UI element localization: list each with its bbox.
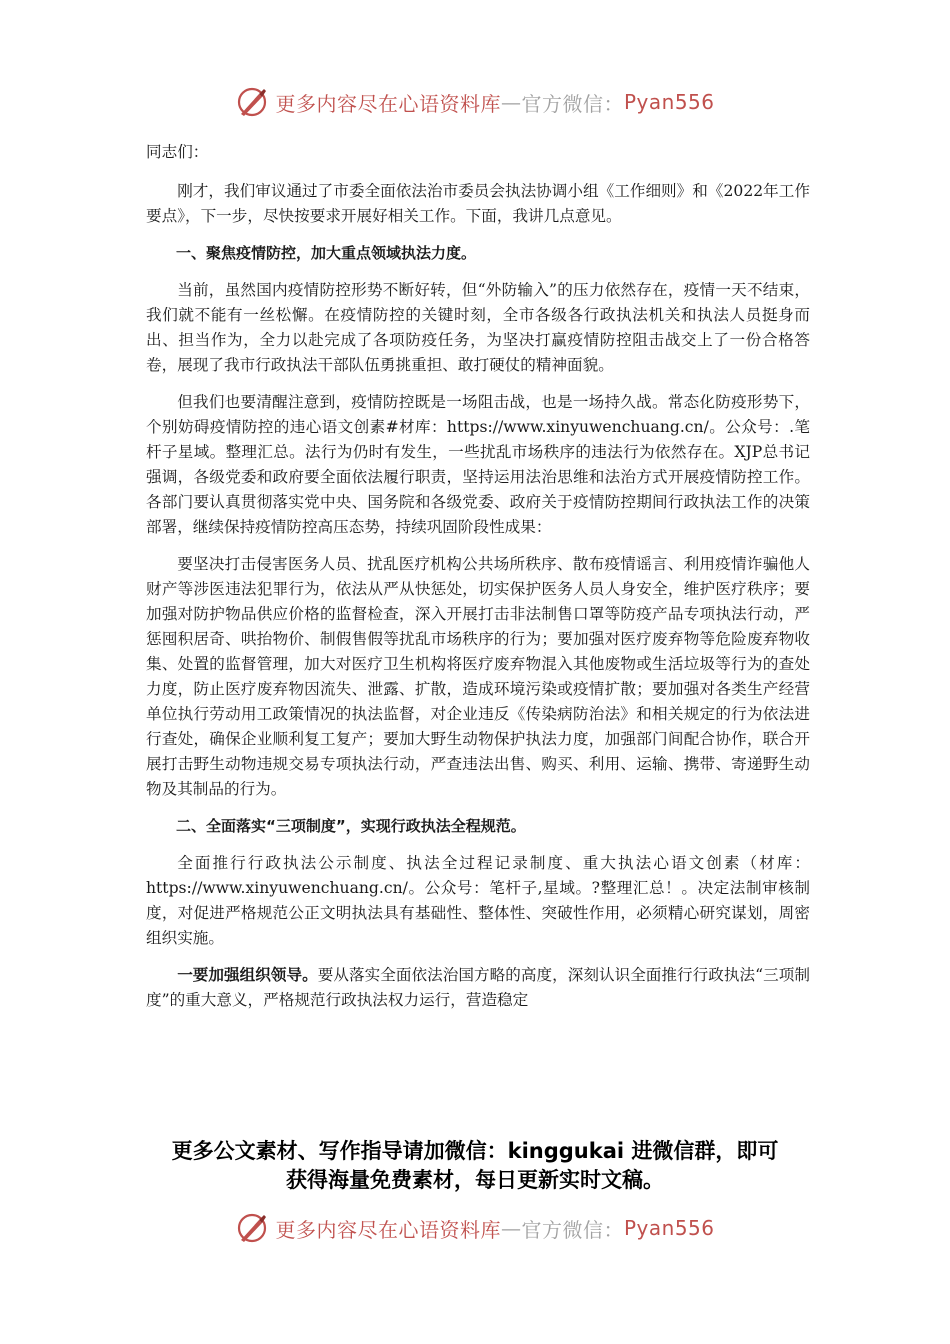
header-site-name: 更多内容尽在心语资料库 — [275, 91, 501, 116]
paragraph-2: 但我们也要清醒注意到，疫情防控既是一场阻击战，也是一场持久战。常态化防疫形势下，个别妨碍疫情防控的违心语文创素#材库：https://www.xinyuwenchuang.cn/。公众号：.笔杆子星域。整理汇总。法行为仍时有发生，一些扰乱市场秩序的违法行为依然存在。XJP总书记强调，各级党委和政府要全面依法履行职责，坚持运用法治思维和法治方式开展疫情防控工作。各部门要认真贯彻落实党中央、国务院和各级党委、政府关于疫情防控期间行政执法工作的决策部署，继续保持疫情防控高压态势，持续巩固阶段性成果： — [146, 393, 810, 536]
promo-line-1: 更多公文素材、写作指导请加微信：kinggukai 进微信群，即可 — [171, 1139, 779, 1163]
header-official-label: 官方微信： — [521, 91, 624, 116]
salutation: 同志们： — [146, 143, 209, 161]
paragraph-rest: 要从落实全面依法治国方略的高度，深刻认识全面推行行政执法“三项制度”的重大意义，严格规范行政执法权力运行，营造稳定 — [146, 966, 810, 1009]
section-heading-1: 一、聚焦疫情防控，加大重点领域执法力度。 — [176, 244, 477, 262]
paragraph-5 — [146, 963, 810, 1013]
pen-logo-icon — [235, 85, 269, 119]
document-body — [146, 140, 810, 1025]
paragraph-lead: 一要加强组织领导。 — [177, 966, 318, 984]
footer-official-label: 官方微信： — [521, 1217, 624, 1242]
footer-wechat-id: Pyan556 — [623, 1216, 715, 1240]
paragraph-3: 要坚决打击侵害医务人员、扰乱医疗机构公共场所秩序、散布疫情谣言、利用疫情诈骗他人财产等涉医违法犯罪行为，依法从严从快惩处，切实保护医务人员人身安全，维护医疗秩序；要加强对防护物品供应价格的监督检查，深入开展打击非法制售口罩等防疫产品专项执法行动，严惩囤积居奇、哄抬物价、制假售假等扰乱市场秩序的行为；要加强对医疗废弃物等危险废弃物收集、处置的监督管理，加大对医疗卫生机构将医疗废弃物混入其他废物或生活垃圾等行为的查处力度，防止医疗废弃物因流失、泄露、扩散，造成环境污染或疫情扩散；要加强对各类生产经营单位执行劳动用工政策情况的执法监督，对企业违反《传染病防治法》和相关规定的行为依法进行查处，确保企业顺利复工复产；要加大野生动物保护执法力度，加强部门间配合协作，联合开展打击野生动物违规交易专项执法行动，严查违法出售、购买、利用、运输、携带、寄递野生动物及其制品的行为。 — [146, 555, 810, 798]
header-dash: — — [500, 90, 522, 114]
header-wechat-id: Pyan556 — [623, 90, 715, 114]
header-banner — [0, 82, 950, 122]
paragraph-intro: 刚才，我们审议通过了市委全面依法治市委员会执法协调小组《工作细则》和《2022年工作要点》，下一步，尽快按要求开展好相关工作。下面，我讲几点意见。 — [146, 182, 810, 225]
footer-site-name: 更多内容尽在心语资料库 — [275, 1217, 501, 1242]
pen-logo-icon — [235, 1211, 269, 1245]
promo-line-2: 获得海量免费素材，每日更新实时文稿。 — [286, 1168, 664, 1192]
footer-banner — [0, 1208, 950, 1248]
paragraph-4: 全面推行行政执法公示制度、执法全过程记录制度、重大执法心语文创素（材库：https://www.xinyuwenchuang.cn/。公众号：笔杆子,星域。?整理汇总！。决定法制审核制度，对促进严格规范公正文明执法具有基础性、整体性、突破性作用，必须精心研究谋划，周密组织实施。 — [146, 854, 810, 947]
promo-notice — [120, 1137, 830, 1195]
section-heading-2: 二、全面落实“三项制度”，实现行政执法全程规范。 — [176, 817, 526, 835]
paragraph-1: 当前，虽然国内疫情防控形势不断好转，但“外防输入”的压力依然存在，疫情一天不结束，我们就不能有一丝松懈。在疫情防控的关键时刻，全市各级各行政执法机关和执法人员挺身而出、担当作为，全力以赴完成了各项防疫任务，为坚决打赢疫情防控阻击战交上了一份合格答卷，展现了我市行政执法干部队伍勇挑重担、敢打硬仗的精神面貌。 — [146, 281, 810, 374]
footer-dash: — — [500, 1216, 522, 1240]
